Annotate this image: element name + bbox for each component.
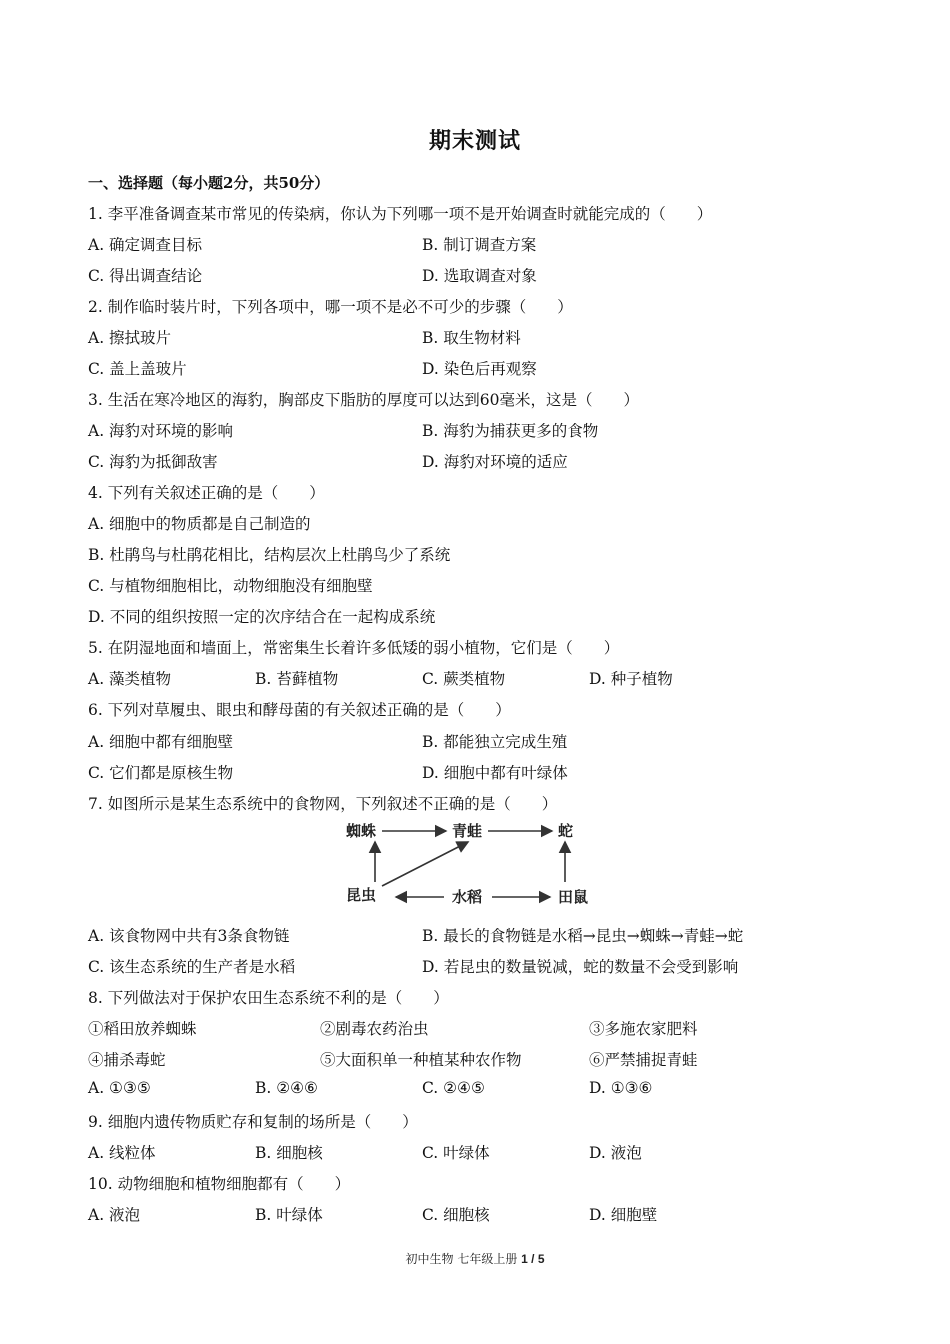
node-insect: 昆虫: [346, 886, 377, 904]
food-web-diagram: [330, 816, 590, 912]
question-2-option-d: D. 染色后再观察: [422, 360, 537, 378]
node-mouse: 田鼠: [558, 888, 589, 906]
question-5-option-d: D. 种子植物: [589, 670, 673, 688]
question-3-option-b: B. 海豹为捕获更多的食物: [422, 422, 599, 440]
question-8-option-a: A. ①③⑤: [88, 1079, 151, 1097]
question-5-option-c: C. 蕨类植物: [422, 670, 506, 688]
page-title: 期末测试: [428, 128, 521, 154]
question-1-option-c: C. 得出调查结论: [88, 267, 203, 285]
question-9-option-c: C. 叶绿体: [422, 1144, 490, 1162]
footer-course: 初中生物 七年级上册: [405, 1252, 522, 1266]
node-frog: 青蛙: [452, 822, 483, 840]
question-1-option-b: B. 制订调查方案: [422, 236, 537, 254]
question-6-option-a: A. 细胞中都有细胞壁: [88, 733, 234, 751]
page-number: 1 / 5: [521, 1252, 545, 1266]
question-6-option-d: D. 细胞中都有叶绿体: [422, 764, 568, 782]
question-5-stem: 5. 在阴湿地面和墙面上，常密集生长着许多低矮的弱小植物，它们是（ ）: [88, 639, 620, 657]
page-footer: [0, 1250, 950, 1267]
question-2-option-c: C. 盖上盖玻片: [88, 360, 187, 378]
node-spider: 蜘蛛: [346, 822, 377, 840]
node-rice: 水稻: [452, 888, 483, 906]
question-8-item-4: ④捕杀毒蛇: [88, 1051, 166, 1069]
question-9-option-a: A. 线粒体: [88, 1144, 156, 1162]
question-5-option-b: B. 苔藓植物: [255, 670, 339, 688]
question-10-option-b: B. 叶绿体: [255, 1206, 323, 1224]
question-7-stem: 7. 如图所示是某生态系统中的食物网，下列叙述不正确的是（ ）: [88, 795, 558, 813]
question-2-stem: 2. 制作临时装片时，下列各项中，哪一项不是必不可少的步骤（ ）: [88, 298, 573, 316]
question-8-stem: 8. 下列做法对于保护农田生态系统不利的是（ ）: [88, 989, 449, 1007]
question-3-option-a: A. 海豹对环境的影响: [88, 422, 234, 440]
question-8-item-5: ⑤大面积单一种植某种农作物: [320, 1051, 522, 1069]
question-10-option-d: D. 细胞壁: [589, 1206, 658, 1224]
question-3-stem: 3. 生活在寒冷地区的海豹，胸部皮下脂肪的厚度可以达到60毫米，这是（ ）: [88, 391, 639, 409]
question-6-stem: 6. 下列对草履虫、眼虫和酵母菌的有关叙述正确的是（ ）: [88, 701, 511, 719]
question-8-option-c: C. ②④⑤: [422, 1079, 485, 1097]
question-9-option-b: B. 细胞核: [255, 1144, 323, 1162]
question-9-stem: 9. 细胞内遗传物质贮存和复制的场所是（ ）: [88, 1113, 418, 1131]
question-1-option-d: D. 选取调查对象: [422, 267, 537, 285]
question-4-option-a: A. 细胞中的物质都是自己制造的: [88, 515, 311, 533]
question-9-option-d: D. 液泡: [589, 1144, 642, 1162]
question-8-option-d: D. ①③⑥: [589, 1079, 653, 1097]
question-8-item-2: ②剧毒农药治虫: [320, 1020, 429, 1038]
section-heading: 一、选择题（每小题2分，共50分）: [88, 174, 330, 192]
question-2-option-b: B. 取生物材料: [422, 329, 521, 347]
question-1-option-a: A. 确定调查目标: [88, 236, 203, 254]
arrow-insect-frog: [382, 842, 468, 886]
question-8-option-b: B. ②④⑥: [255, 1079, 318, 1097]
question-1-stem: 1. 李平准备调查某市常见的传染病，你认为下列哪一项不是开始调查时就能完成的（ ）: [88, 205, 713, 223]
question-10-option-a: A. 液泡: [88, 1206, 141, 1224]
question-3-option-d: D. 海豹对环境的适应: [422, 453, 568, 471]
question-4-option-c: C. 与植物细胞相比，动物细胞没有细胞壁: [88, 577, 373, 595]
question-7-option-c: C. 该生态系统的生产者是水稻: [88, 958, 296, 976]
question-7-option-a: A. 该食物网中共有3条食物链: [88, 927, 290, 945]
node-snake: 蛇: [558, 822, 574, 840]
question-8-item-3: ③多施农家肥料: [589, 1020, 698, 1038]
question-4-option-b: B. 杜鹃鸟与杜鹃花相比，结构层次上杜鹃鸟少了系统: [88, 546, 451, 564]
question-2-option-a: A. 擦拭玻片: [88, 329, 172, 347]
question-7-option-d: D. 若昆虫的数量锐减，蛇的数量不会受到影响: [422, 958, 739, 976]
question-10-option-c: C. 细胞核: [422, 1206, 490, 1224]
question-7-option-b: B. 最长的食物链是水稻→昆虫→蜘蛛→青蛙→蛇: [422, 927, 744, 945]
question-8-item-6: ⑥严禁捕捉青蛙: [589, 1051, 698, 1069]
question-4-stem: 4. 下列有关叙述正确的是（ ）: [88, 484, 325, 502]
question-10-stem: 10. 动物细胞和植物细胞都有（ ）: [88, 1175, 351, 1193]
question-8-item-1: ①稻田放养蜘蛛: [88, 1020, 197, 1038]
question-3-option-c: C. 海豹为抵御敌害: [88, 453, 218, 471]
question-6-option-c: C. 它们都是原核生物: [88, 764, 234, 782]
question-6-option-b: B. 都能独立完成生殖: [422, 733, 568, 751]
question-4-option-d: D. 不同的组织按照一定的次序结合在一起构成系统: [88, 608, 436, 626]
question-5-option-a: A. 藻类植物: [88, 670, 172, 688]
